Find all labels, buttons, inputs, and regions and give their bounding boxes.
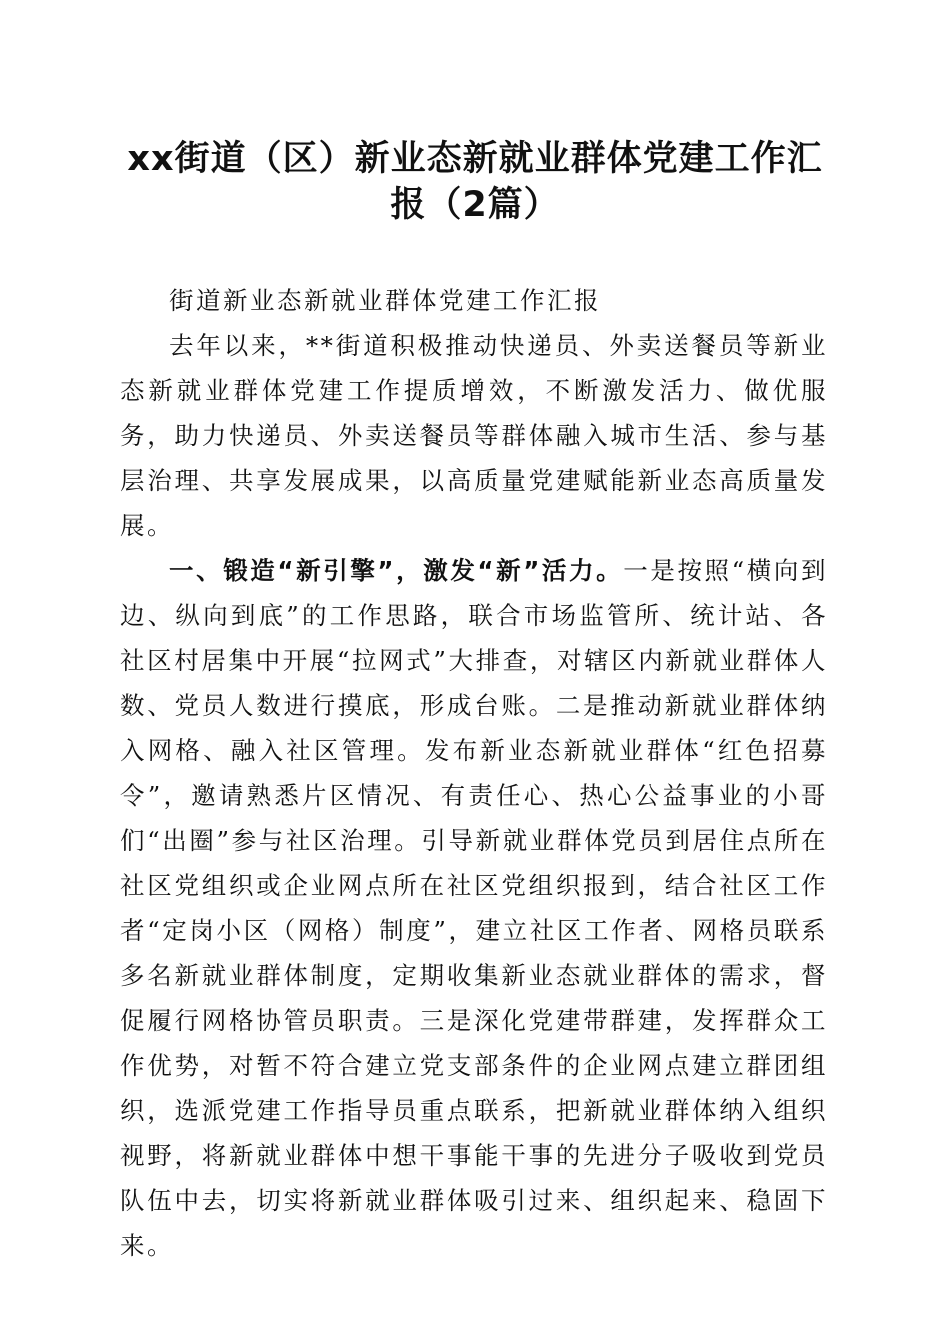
document-body — [120, 278, 828, 1268]
paragraph-section-1 — [120, 548, 828, 1268]
section-body: 一是按照“横向到边、纵向到底”的工作思路，联合市场监管所、统计站、各社区村居集中开展“拉网式”大排查，对辖区内新就业群体人数、党员人数进行摸底，形成台账。二是推动新就业群体纳入网格、融入社区管理。发布新业态新就业群体“红色招募令”，邀请熟悉片区情况、有责任心、热心公益事业的小哥们“出圈”参与社区治理。引导新就业群体党员到居住点所在社区党组织或企业网点所在社区党组织报到，结合社区工作者“定岗小区（网格）制度”，建立社区工作者、网格员联系多名新就业群体制度，定期收集新业态就业群体的需求，督促履行网格协管员职责。三是深化党建带群建，发挥群众工作优势，对暂不符合建立党支部条件的企业网点建立群团组织，选派党建工作指导员重点联系，把新就业群体纳入组织视野，将新就业群体中想干事能干事的先进分子吸收到党员队伍中去，切实将新就业群体吸引过来、组织起来、稳固下来。 — [120, 556, 828, 1260]
title-line-1: xx街道（区）新业态新就业群体党建工作汇 — [127, 139, 823, 179]
section-heading: 一、锻造“新引擎”，激发“新”活力。 — [169, 556, 624, 585]
title-line-2: 报（2篇） — [390, 185, 560, 225]
subheading: 街道新业态新就业群体党建工作汇报 — [169, 286, 601, 315]
paragraph-intro: 去年以来，**街道积极推动快递员、外卖送餐员等新业态新就业群体党建工作提质增效，不断激发活力、做优服务，助力快递员、外卖送餐员等群体融入城市生活、参与基层治理、共享发展成果，以高质量党建赋能新业态高质量发展。 — [120, 331, 828, 540]
document-title — [110, 136, 840, 228]
